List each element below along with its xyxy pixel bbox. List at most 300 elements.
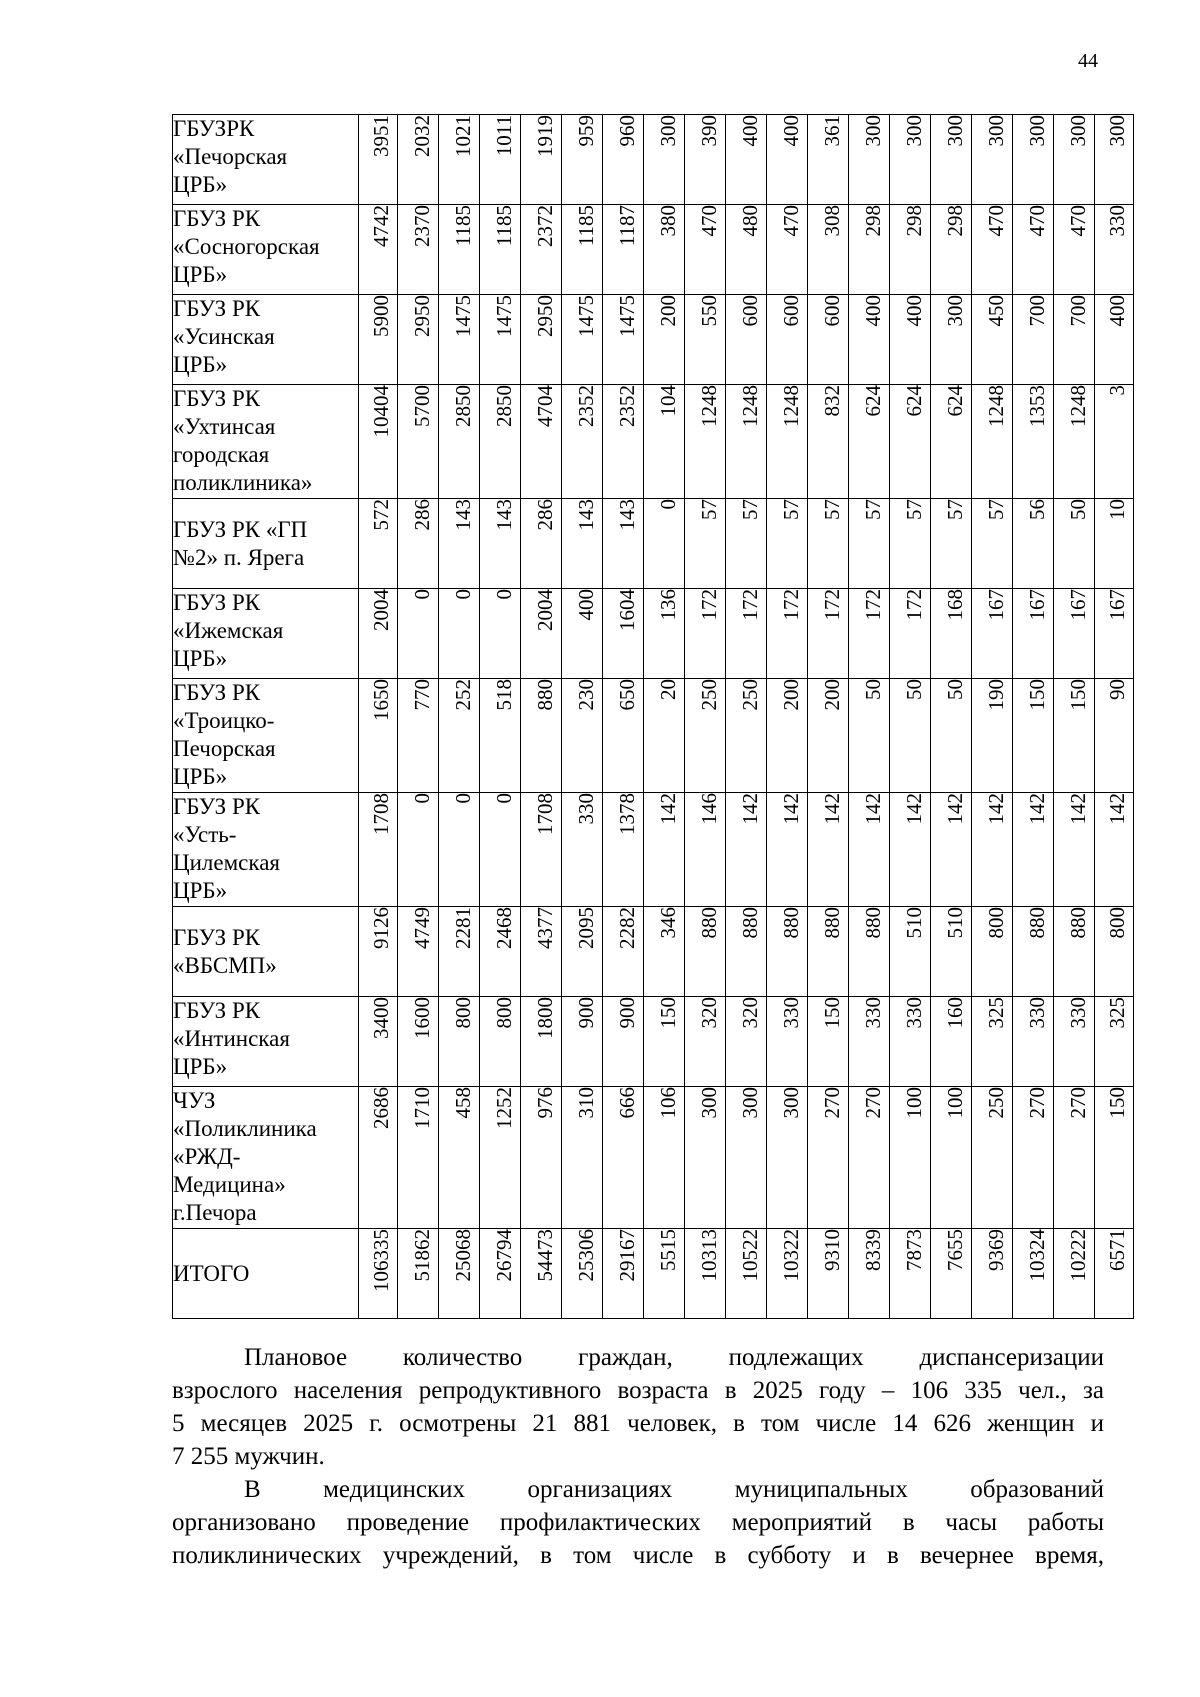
cell-value: 298 xyxy=(902,205,926,237)
value-cell xyxy=(767,205,808,295)
value-cell xyxy=(521,205,562,295)
value-cell xyxy=(1013,793,1054,907)
cell-value: 10404 xyxy=(369,385,393,438)
table-row xyxy=(173,1229,1134,1319)
value-cell xyxy=(1013,205,1054,295)
value-cell xyxy=(1054,205,1095,295)
table-row xyxy=(173,385,1134,499)
value-cell xyxy=(849,205,890,295)
cell-value: 167 xyxy=(1105,589,1129,621)
value-cell xyxy=(1095,907,1134,997)
value-cell xyxy=(1054,115,1095,205)
cell-value: 510 xyxy=(902,907,926,939)
cell-value: 1248 xyxy=(697,385,721,427)
value-cell xyxy=(726,679,767,793)
organization-name-cell: ГБУЗ РК «Ижемская ЦРБ» xyxy=(173,589,359,679)
cell-value: 270 xyxy=(1066,1087,1090,1119)
value-cell xyxy=(398,295,439,385)
value-cell xyxy=(1095,997,1134,1087)
value-cell xyxy=(562,793,603,907)
value-cell xyxy=(1054,907,1095,997)
cell-value: 300 xyxy=(738,1087,762,1119)
value-cell xyxy=(562,1087,603,1229)
value-cell xyxy=(890,907,931,997)
value-cell xyxy=(439,385,480,499)
value-cell xyxy=(603,499,644,589)
cell-value: 1187 xyxy=(615,205,639,247)
value-cell xyxy=(808,205,849,295)
value-cell xyxy=(685,793,726,907)
cell-value: 1475 xyxy=(451,295,475,337)
cell-value: 142 xyxy=(779,793,803,825)
cell-value: 1011 xyxy=(492,115,516,157)
cell-value: 325 xyxy=(984,997,1008,1029)
value-cell xyxy=(439,115,480,205)
value-cell xyxy=(726,1229,767,1319)
cell-value: 9369 xyxy=(984,1229,1008,1271)
value-cell xyxy=(359,385,398,499)
cell-value: 1800 xyxy=(533,997,557,1039)
cell-value: 5515 xyxy=(656,1229,680,1271)
cell-value: 142 xyxy=(1105,793,1129,825)
cell-value: 50 xyxy=(861,679,885,700)
value-cell xyxy=(521,1087,562,1229)
value-cell xyxy=(726,793,767,907)
value-cell xyxy=(562,679,603,793)
value-cell xyxy=(644,385,685,499)
value-cell xyxy=(1013,499,1054,589)
cell-value: 300 xyxy=(902,115,926,147)
cell-value: 4377 xyxy=(533,907,557,949)
cell-value: 458 xyxy=(451,1087,475,1119)
value-cell xyxy=(603,205,644,295)
cell-value: 298 xyxy=(861,205,885,237)
value-cell xyxy=(359,499,398,589)
value-cell xyxy=(1095,1087,1134,1229)
value-cell xyxy=(767,679,808,793)
cell-value: 510 xyxy=(943,907,967,939)
value-cell xyxy=(890,997,931,1087)
value-cell xyxy=(767,499,808,589)
cell-value: 146 xyxy=(697,793,721,825)
cell-value: 2352 xyxy=(615,385,639,427)
cell-value: 330 xyxy=(902,997,926,1029)
value-cell xyxy=(685,115,726,205)
cell-value: 470 xyxy=(779,205,803,237)
cell-value: 400 xyxy=(574,589,598,621)
value-cell xyxy=(890,205,931,295)
organization-name-cell: ГБУЗРК «Печорская ЦРБ» xyxy=(173,115,359,205)
cell-value: 400 xyxy=(861,295,885,327)
cell-value: 142 xyxy=(656,793,680,825)
value-cell xyxy=(603,1229,644,1319)
value-cell xyxy=(726,1087,767,1229)
cell-value: 168 xyxy=(943,589,967,621)
value-cell xyxy=(808,115,849,205)
cell-value: 800 xyxy=(451,997,475,1029)
value-cell xyxy=(890,295,931,385)
value-cell xyxy=(644,1087,685,1229)
cell-value: 600 xyxy=(738,295,762,327)
value-cell xyxy=(644,907,685,997)
value-cell xyxy=(603,115,644,205)
cell-value: 2850 xyxy=(451,385,475,427)
value-cell xyxy=(1013,1087,1054,1229)
value-cell xyxy=(439,295,480,385)
cell-value: 480 xyxy=(738,205,762,237)
cell-value: 2281 xyxy=(451,907,475,949)
cell-value: 330 xyxy=(1025,997,1049,1029)
cell-value: 10 xyxy=(1105,499,1129,520)
value-cell xyxy=(521,115,562,205)
organization-name-cell: ГБУЗ РК «Интинская ЦРБ» xyxy=(173,997,359,1087)
value-cell xyxy=(480,589,521,679)
cell-value: 2352 xyxy=(574,385,598,427)
value-cell xyxy=(726,385,767,499)
value-cell xyxy=(1095,793,1134,907)
value-cell xyxy=(480,679,521,793)
cell-value: 200 xyxy=(820,679,844,711)
statistics-table xyxy=(172,114,1134,1319)
cell-value: 4749 xyxy=(410,907,434,949)
cell-value: 1378 xyxy=(615,793,639,835)
cell-value: 346 xyxy=(656,907,680,939)
value-cell xyxy=(1054,997,1095,1087)
value-cell xyxy=(480,1087,521,1229)
value-cell xyxy=(890,679,931,793)
organization-name-cell: ЧУЗ «Поликлиника «РЖД- Медицина» г.Печора xyxy=(173,1087,359,1229)
value-cell xyxy=(849,907,890,997)
cell-value: 10322 xyxy=(779,1229,803,1282)
cell-value: 5900 xyxy=(369,295,393,337)
page-number: 44 xyxy=(1078,50,1098,72)
table-row xyxy=(173,793,1134,907)
cell-value: 800 xyxy=(492,997,516,1029)
cell-value: 142 xyxy=(943,793,967,825)
cell-value: 880 xyxy=(779,907,803,939)
value-cell xyxy=(562,1229,603,1319)
cell-value: 54473 xyxy=(533,1229,557,1282)
cell-value: 900 xyxy=(574,997,598,1029)
cell-value: 150 xyxy=(656,997,680,1029)
cell-value: 300 xyxy=(984,115,1008,147)
value-cell xyxy=(849,589,890,679)
cell-value: 330 xyxy=(779,997,803,1029)
cell-value: 57 xyxy=(779,499,803,520)
cell-value: 4742 xyxy=(369,205,393,247)
cell-value: 600 xyxy=(779,295,803,327)
cell-value: 0 xyxy=(492,589,516,600)
cell-value: 1919 xyxy=(533,115,557,157)
cell-value: 400 xyxy=(902,295,926,327)
value-cell xyxy=(767,907,808,997)
cell-value: 2686 xyxy=(369,1087,393,1129)
organization-name-cell: ИТОГО xyxy=(173,1229,359,1319)
value-cell xyxy=(808,295,849,385)
cell-value: 320 xyxy=(697,997,721,1029)
cell-value: 300 xyxy=(1066,115,1090,147)
cell-value: 250 xyxy=(738,679,762,711)
value-cell xyxy=(890,499,931,589)
value-cell xyxy=(521,589,562,679)
cell-value: 250 xyxy=(984,1087,1008,1119)
cell-value: 57 xyxy=(943,499,967,520)
cell-value: 190 xyxy=(984,679,1008,711)
cell-value: 300 xyxy=(861,115,885,147)
value-cell xyxy=(931,997,972,1087)
value-cell xyxy=(1095,589,1134,679)
value-cell xyxy=(931,589,972,679)
value-cell xyxy=(849,385,890,499)
cell-value: 9126 xyxy=(369,907,393,949)
cell-value: 150 xyxy=(1066,679,1090,711)
cell-value: 550 xyxy=(697,295,721,327)
value-cell xyxy=(562,589,603,679)
value-cell xyxy=(603,679,644,793)
cell-value: 624 xyxy=(861,385,885,417)
cell-value: 143 xyxy=(574,499,598,531)
table-row xyxy=(173,997,1134,1087)
cell-value: 1604 xyxy=(615,589,639,631)
cell-value: 167 xyxy=(1066,589,1090,621)
value-cell xyxy=(890,1087,931,1229)
value-cell xyxy=(890,1229,931,1319)
value-cell xyxy=(972,385,1013,499)
value-cell xyxy=(603,589,644,679)
cell-value: 2950 xyxy=(533,295,557,337)
cell-value: 286 xyxy=(410,499,434,531)
cell-value: 2004 xyxy=(369,589,393,631)
value-cell xyxy=(808,589,849,679)
cell-value: 308 xyxy=(820,205,844,237)
paragraph-1-line-3: 5 месяцев 2025 г. осмотрены 21 881 человек, в том числе 14 626 женщин и xyxy=(172,1410,1104,1437)
value-cell xyxy=(480,997,521,1087)
value-cell xyxy=(1054,679,1095,793)
table-row xyxy=(173,295,1134,385)
value-cell xyxy=(1095,679,1134,793)
value-cell xyxy=(1013,907,1054,997)
cell-value: 2950 xyxy=(410,295,434,337)
cell-value: 200 xyxy=(779,679,803,711)
value-cell xyxy=(726,589,767,679)
cell-value: 1252 xyxy=(492,1087,516,1129)
paragraph-2-line-1: В медицинских организациях муниципальных образований xyxy=(244,1476,1104,1503)
cell-value: 700 xyxy=(1025,295,1049,327)
cell-value: 51862 xyxy=(410,1229,434,1282)
cell-value: 330 xyxy=(861,997,885,1029)
cell-value: 9310 xyxy=(820,1229,844,1271)
value-cell xyxy=(603,385,644,499)
value-cell xyxy=(359,997,398,1087)
cell-value: 172 xyxy=(738,589,762,621)
value-cell xyxy=(726,997,767,1087)
cell-value: 230 xyxy=(574,679,598,711)
value-cell xyxy=(439,1087,480,1229)
cell-value: 900 xyxy=(615,997,639,1029)
value-cell xyxy=(521,997,562,1087)
value-cell xyxy=(521,679,562,793)
cell-value: 2032 xyxy=(410,115,434,157)
value-cell xyxy=(1013,295,1054,385)
cell-value: 25306 xyxy=(574,1229,598,1282)
cell-value: 1248 xyxy=(984,385,1008,427)
paragraph-2-line-3: поликлинических учреждений, в том числе в субботу и в вечернее время, xyxy=(172,1542,1104,1569)
cell-value: 390 xyxy=(697,115,721,147)
cell-value: 160 xyxy=(943,997,967,1029)
value-cell xyxy=(562,385,603,499)
cell-value: 1248 xyxy=(779,385,803,427)
cell-value: 0 xyxy=(656,499,680,510)
value-cell xyxy=(480,499,521,589)
value-cell xyxy=(398,793,439,907)
cell-value: 800 xyxy=(984,907,1008,939)
value-cell xyxy=(644,499,685,589)
cell-value: 142 xyxy=(902,793,926,825)
cell-value: 624 xyxy=(902,385,926,417)
value-cell xyxy=(685,679,726,793)
cell-value: 880 xyxy=(533,679,557,711)
organization-name-cell: ГБУЗ РК «Усинская ЦРБ» xyxy=(173,295,359,385)
cell-value: 20 xyxy=(656,679,680,700)
value-cell xyxy=(644,793,685,907)
value-cell xyxy=(808,997,849,1087)
cell-value: 1248 xyxy=(1066,385,1090,427)
cell-value: 380 xyxy=(656,205,680,237)
value-cell xyxy=(1095,499,1134,589)
value-cell xyxy=(931,793,972,907)
cell-value: 50 xyxy=(902,679,926,700)
value-cell xyxy=(972,997,1013,1087)
value-cell xyxy=(398,997,439,1087)
cell-value: 172 xyxy=(779,589,803,621)
value-cell xyxy=(480,1229,521,1319)
value-cell xyxy=(808,793,849,907)
cell-value: 1475 xyxy=(492,295,516,337)
value-cell xyxy=(603,793,644,907)
table-row xyxy=(173,205,1134,295)
value-cell xyxy=(439,205,480,295)
body-text xyxy=(172,1341,1104,1572)
cell-value: 1185 xyxy=(492,205,516,247)
value-cell xyxy=(726,205,767,295)
cell-value: 6571 xyxy=(1105,1229,1129,1271)
value-cell xyxy=(359,1229,398,1319)
cell-value: 57 xyxy=(861,499,885,520)
value-cell xyxy=(1054,295,1095,385)
organization-name-cell: ГБУЗ РК «Ухтинсая городская поликлиника» xyxy=(173,385,359,499)
paragraph-1-line-4: 7 255 мужчин. xyxy=(172,1443,325,1470)
value-cell xyxy=(480,295,521,385)
value-cell xyxy=(808,1087,849,1229)
table-row xyxy=(173,499,1134,589)
value-cell xyxy=(931,115,972,205)
cell-value: 150 xyxy=(1105,1087,1129,1119)
cell-value: 3 xyxy=(1105,385,1129,396)
cell-value: 1021 xyxy=(451,115,475,157)
organization-name-cell: ГБУЗ РК «Усть- Цилемская ЦРБ» xyxy=(173,793,359,907)
value-cell xyxy=(931,1087,972,1229)
cell-value: 106 xyxy=(656,1087,680,1119)
value-cell xyxy=(890,589,931,679)
value-cell xyxy=(890,385,931,499)
cell-value: 470 xyxy=(1066,205,1090,237)
value-cell xyxy=(685,1229,726,1319)
table-row xyxy=(173,679,1134,793)
value-cell xyxy=(1054,793,1095,907)
cell-value: 8339 xyxy=(861,1229,885,1271)
value-cell xyxy=(767,793,808,907)
cell-value: 976 xyxy=(533,1087,557,1119)
cell-value: 2372 xyxy=(533,205,557,247)
cell-value: 10222 xyxy=(1066,1229,1090,1282)
cell-value: 470 xyxy=(697,205,721,237)
cell-value: 400 xyxy=(1105,295,1129,327)
value-cell xyxy=(439,679,480,793)
value-cell xyxy=(521,499,562,589)
cell-value: 3951 xyxy=(369,115,393,157)
cell-value: 770 xyxy=(410,679,434,711)
value-cell xyxy=(398,907,439,997)
cell-value: 320 xyxy=(738,997,762,1029)
cell-value: 1248 xyxy=(738,385,762,427)
cell-value: 2850 xyxy=(492,385,516,427)
value-cell xyxy=(521,295,562,385)
value-cell xyxy=(480,793,521,907)
cell-value: 800 xyxy=(1105,907,1129,939)
cell-value: 106335 xyxy=(369,1229,393,1292)
value-cell xyxy=(480,907,521,997)
value-cell xyxy=(1095,1229,1134,1319)
cell-value: 700 xyxy=(1066,295,1090,327)
value-cell xyxy=(439,1229,480,1319)
value-cell xyxy=(398,499,439,589)
value-cell xyxy=(767,997,808,1087)
cell-value: 57 xyxy=(820,499,844,520)
cell-value: 142 xyxy=(1025,793,1049,825)
value-cell xyxy=(359,295,398,385)
cell-value: 10324 xyxy=(1025,1229,1049,1282)
value-cell xyxy=(480,205,521,295)
value-cell xyxy=(562,997,603,1087)
value-cell xyxy=(972,295,1013,385)
cell-value: 0 xyxy=(451,793,475,804)
value-cell xyxy=(1013,385,1054,499)
value-cell xyxy=(644,205,685,295)
value-cell xyxy=(521,1229,562,1319)
cell-value: 300 xyxy=(656,115,680,147)
cell-value: 143 xyxy=(451,499,475,531)
value-cell xyxy=(890,115,931,205)
cell-value: 666 xyxy=(615,1087,639,1119)
cell-value: 26794 xyxy=(492,1229,516,1282)
value-cell xyxy=(849,499,890,589)
cell-value: 270 xyxy=(1025,1087,1049,1119)
value-cell xyxy=(521,385,562,499)
value-cell xyxy=(726,295,767,385)
cell-value: 2095 xyxy=(574,907,598,949)
cell-value: 300 xyxy=(779,1087,803,1119)
cell-value: 650 xyxy=(615,679,639,711)
cell-value: 100 xyxy=(902,1087,926,1119)
cell-value: 172 xyxy=(861,589,885,621)
cell-value: 143 xyxy=(615,499,639,531)
table-row xyxy=(173,589,1134,679)
value-cell xyxy=(849,115,890,205)
cell-value: 880 xyxy=(861,907,885,939)
cell-value: 1650 xyxy=(369,679,393,721)
cell-value: 1475 xyxy=(615,295,639,337)
cell-value: 330 xyxy=(1105,205,1129,237)
